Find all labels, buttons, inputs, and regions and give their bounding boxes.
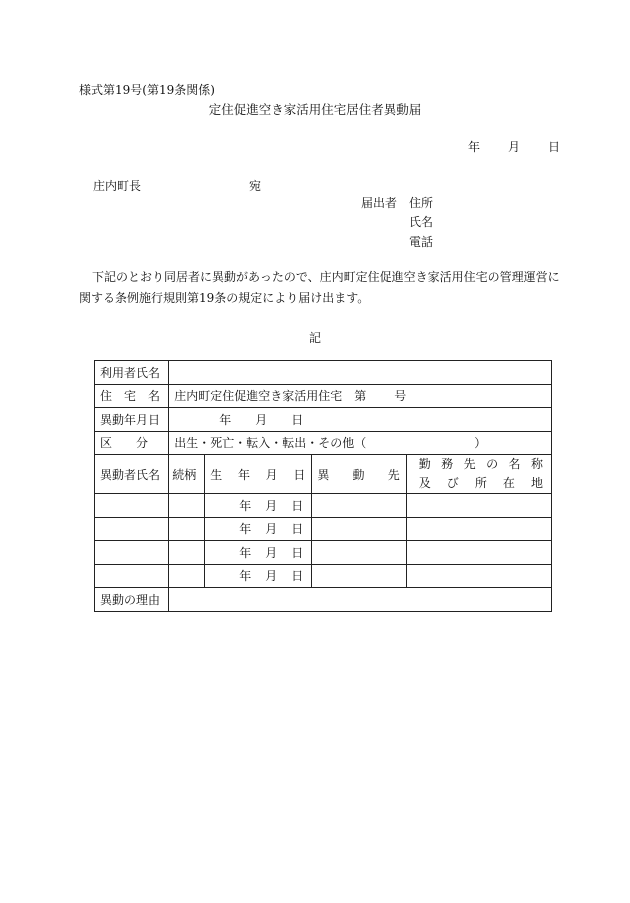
category-label: 区 分 bbox=[95, 431, 169, 455]
reason-field[interactable] bbox=[169, 588, 552, 612]
col-relation-header: 続柄 bbox=[169, 455, 205, 494]
birth-date-field[interactable]: 年 月 日 bbox=[205, 517, 312, 541]
user-name-label: 利用者氏名 bbox=[95, 361, 169, 385]
col-destination-header: 異 動 先 bbox=[312, 455, 406, 494]
relation-field[interactable] bbox=[169, 541, 205, 565]
category-field[interactable]: 出生・死亡・転入・転出・その他（ ） bbox=[169, 431, 552, 455]
birth-date-field[interactable]: 年 月 日 bbox=[205, 541, 312, 565]
person-name-field[interactable] bbox=[95, 564, 169, 588]
residence-suffix: 号 bbox=[394, 389, 407, 404]
relation-field[interactable] bbox=[169, 517, 205, 541]
addressee-name: 庄内町長 bbox=[93, 179, 142, 193]
workplace-field[interactable] bbox=[406, 541, 551, 565]
destination-field[interactable] bbox=[312, 494, 406, 518]
person-name-field[interactable] bbox=[95, 517, 169, 541]
user-name-field[interactable] bbox=[169, 361, 552, 385]
workplace-field[interactable] bbox=[406, 564, 551, 588]
table-row bbox=[95, 541, 552, 565]
addressee-suffix: 宛 bbox=[249, 179, 262, 193]
reason-label: 異動の理由 bbox=[95, 588, 169, 612]
address-label: 住所 bbox=[409, 196, 434, 210]
workplace-field[interactable] bbox=[406, 517, 551, 541]
relation-field[interactable] bbox=[169, 564, 205, 588]
relation-field[interactable] bbox=[169, 494, 205, 518]
destination-field[interactable] bbox=[312, 564, 406, 588]
table-row bbox=[95, 517, 552, 541]
change-date-year: 年 bbox=[219, 412, 232, 427]
name-label: 氏名 bbox=[409, 215, 434, 229]
birth-date-field[interactable]: 年 月 日 bbox=[205, 564, 312, 588]
col-name-header: 異動者氏名 bbox=[95, 455, 169, 494]
date-day: 日 bbox=[548, 140, 561, 154]
destination-field[interactable] bbox=[312, 541, 406, 565]
col-birth-header: 生 年 月 日 bbox=[205, 455, 312, 494]
body-text: 下記のとおり同居者に異動があったので、庄内町定住促進空き家活用住宅の管理運営に関する条例施行規則第19条の規定により届け出ます。 bbox=[79, 270, 560, 305]
person-name-field[interactable] bbox=[95, 494, 169, 518]
change-date-day: 日 bbox=[291, 412, 304, 427]
date-line bbox=[468, 138, 560, 155]
date-year: 年 bbox=[468, 140, 481, 154]
residence-field[interactable] bbox=[169, 384, 552, 408]
birth-date-field[interactable]: 年 月 日 bbox=[205, 494, 312, 518]
change-date-month: 月 bbox=[255, 412, 268, 427]
date-month: 月 bbox=[508, 140, 521, 154]
residence-label: 住 宅 名 bbox=[95, 384, 169, 408]
person-name-field[interactable] bbox=[95, 541, 169, 565]
form-number: 様式第19号(第19条関係) bbox=[79, 83, 215, 97]
table-row bbox=[95, 564, 552, 588]
notifier-label: 届出者 bbox=[361, 196, 398, 210]
notification-table bbox=[94, 360, 552, 612]
change-date-field[interactable] bbox=[169, 408, 552, 432]
residence-prefix: 庄内町定住促進空き家活用住宅 第 bbox=[174, 389, 367, 404]
destination-field[interactable] bbox=[312, 517, 406, 541]
workplace-field[interactable] bbox=[406, 494, 551, 518]
phone-label: 電話 bbox=[409, 235, 434, 249]
table-row bbox=[95, 494, 552, 518]
col-workplace-header: 勤 務 先 の 名 称 及 び 所 在 地 bbox=[406, 455, 551, 494]
change-date-label: 異動年月日 bbox=[95, 408, 169, 432]
ki-heading: 記 bbox=[308, 331, 321, 345]
form-title: 定住促進空き家活用住宅居住者異動届 bbox=[208, 102, 422, 117]
